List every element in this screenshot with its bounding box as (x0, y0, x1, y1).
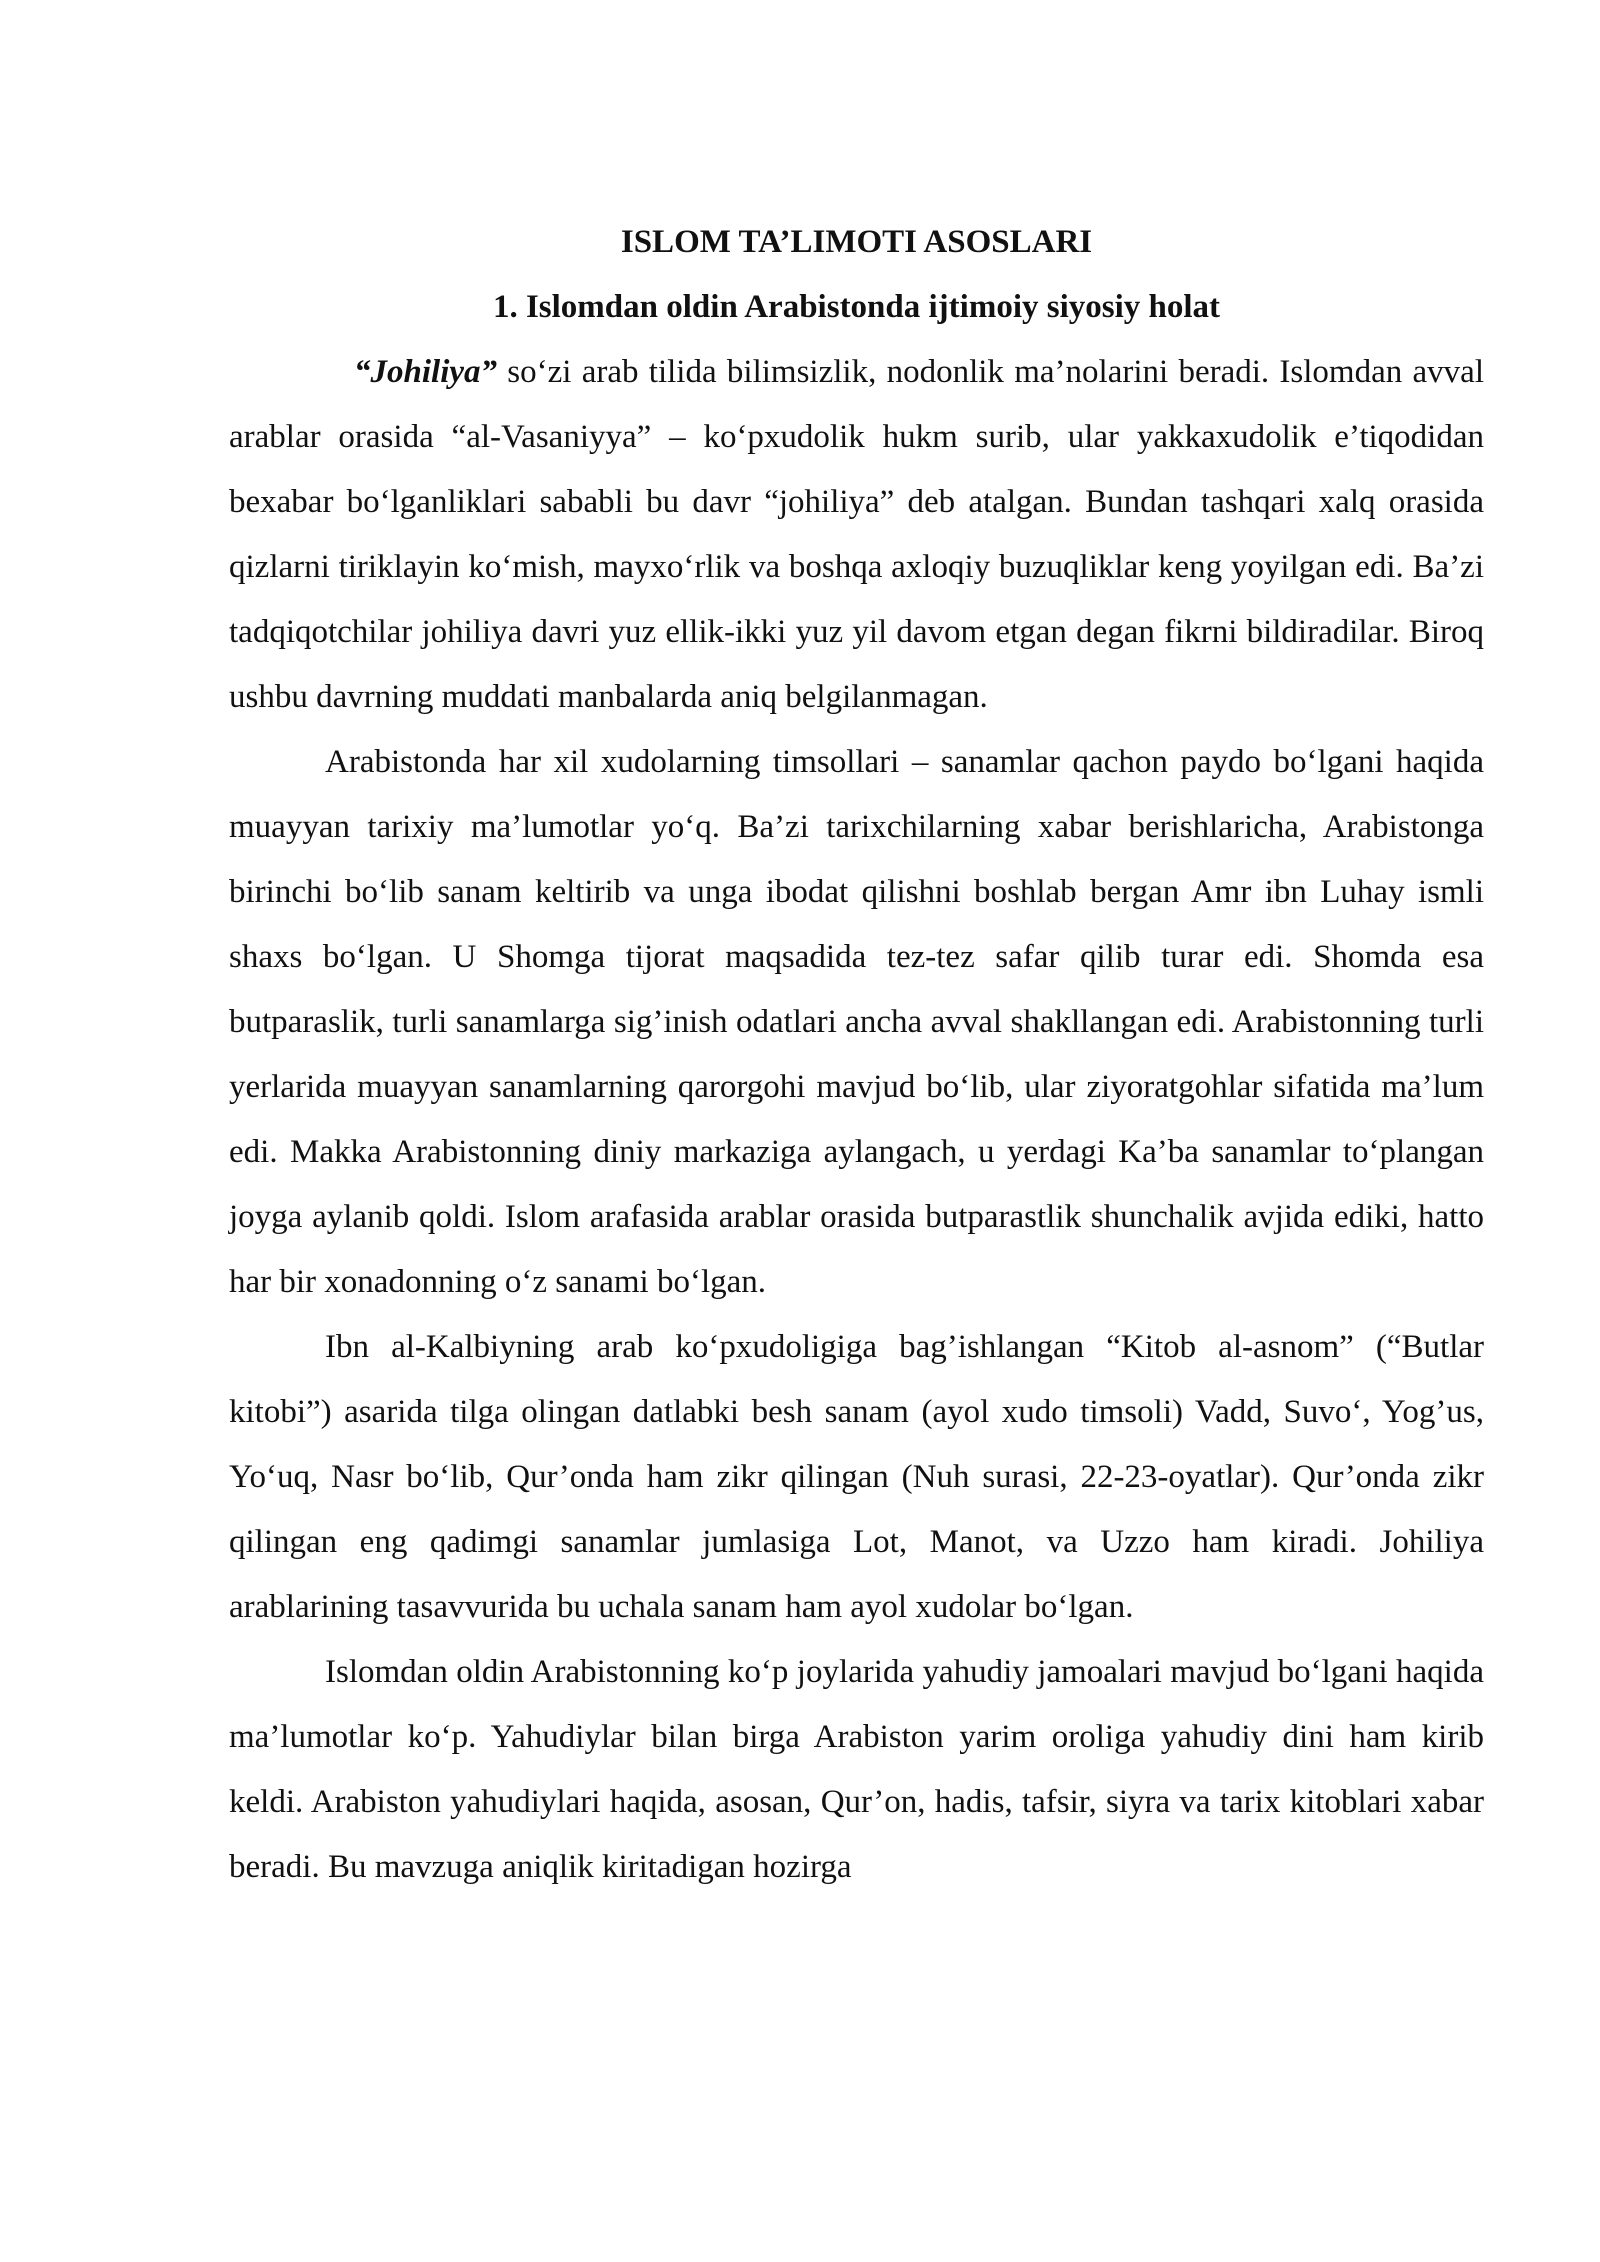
paragraph-ibn-al-kalbiy: Ibn al-Kalbiyning arab ko‘pxudoligiga bag’ishlangan “Kitob al-asnom” (“Butlar kitobi”) asarida tilga olingan datlabki besh sanam (ayol xudo timsoli) Vadd, Suvo‘, Yog’us, Yo‘uq, Nasr bo‘lib, Qur’onda ham zikr qilingan (Nuh surasi, 22-23-oyatlar). Qur’onda zikr qilingan eng qadimgi sanamlar jumlasiga Lot, Manot, va Uzzo ham kiradi. Johiliya arablarining tasavvurida bu uchala sanam ham ayol xudolar bo‘lgan. (229, 1329, 1484, 1625)
paragraph-text: so‘zi arab tilida bilimsizlik, nodonlik ma’nolarini beradi. Islomdan avval arablar orasida “al-Vasaniyya” – ko‘pxudolik hukm surib, ular yakkaxudolik e’tiqodidan bexabar bo‘lganliklari sababli bu davr “johiliya” deb atalgan. Bundan tashqari xalq orasida qizlarni tiriklayin ko‘mish, mayxo‘rlik va boshqa axloqiy buzuqliklar keng yoyilgan edi. Ba’zi tadqiqotchilar johiliya davri yuz ellik-ikki yuz yil davom etgan degan fikrni bildiradilar. Biroq ushbu davrning muddati manbalarda aniq belgilanmagan. (229, 354, 1484, 715)
document-title: ISLOM TA’LIMOTI ASOSLARI (620, 224, 1093, 260)
document-body (229, 210, 1484, 1900)
paragraph-yahudiylar: Islomdan oldin Arabistonning ko‘p joylarida yahudiy jamoalari mavjud bo‘lgani haqida ma’lumotlar ko‘p. Yahudiylar bilan birga Arabiston yarim oroliga yahudiy dini ham kirib keldi. Arabiston yahudiylari haqida, asosan, Qur’on, hadis, tafsir, siyra va tarix kitoblari xabar beradi. Bu mavzuga aniqlik kiritadigan hozirga (229, 1654, 1484, 1885)
paragraph-johiliya (229, 340, 1484, 730)
section-heading: 1. Islomdan oldin Arabistonda ijtimoiy siyosiy holat (492, 289, 1221, 325)
term-johiliya: “Johiliya” (354, 354, 498, 390)
paragraph-sanamlar: Arabistonda har xil xudolarning timsollari – sanamlar qachon paydo bo‘lgani haqida muayyan tarixiy ma’lumotlar yo‘q. Ba’zi tarixchilarning xabar berishlaricha, Arabistonga birinchi bo‘lib sanam keltirib va unga ibodat qilishni boshlab bergan Amr ibn Luhay ismli shaxs bo‘lgan. U Shomga tijorat maqsadida tez-tez safar qilib turar edi. Shomda esa butparaslik, turli sanamlarga sig’inish odatlari ancha avval shakllangan edi. Arabistonning turli yerlarida muayyan sanamlarning qarorgohi mavjud bo‘lib, ular ziyoratgohlar sifatida ma’lum edi. Makka Arabistonning diniy markaziga aylangach, u yerdagi Ka’ba sanamlar to‘plangan joyga aylanib qoldi. Islom arafasida arablar orasida butparastlik shunchalik avjida ediki, hatto har bir xonadonning o‘z sanami bo‘lgan. (229, 744, 1484, 1300)
